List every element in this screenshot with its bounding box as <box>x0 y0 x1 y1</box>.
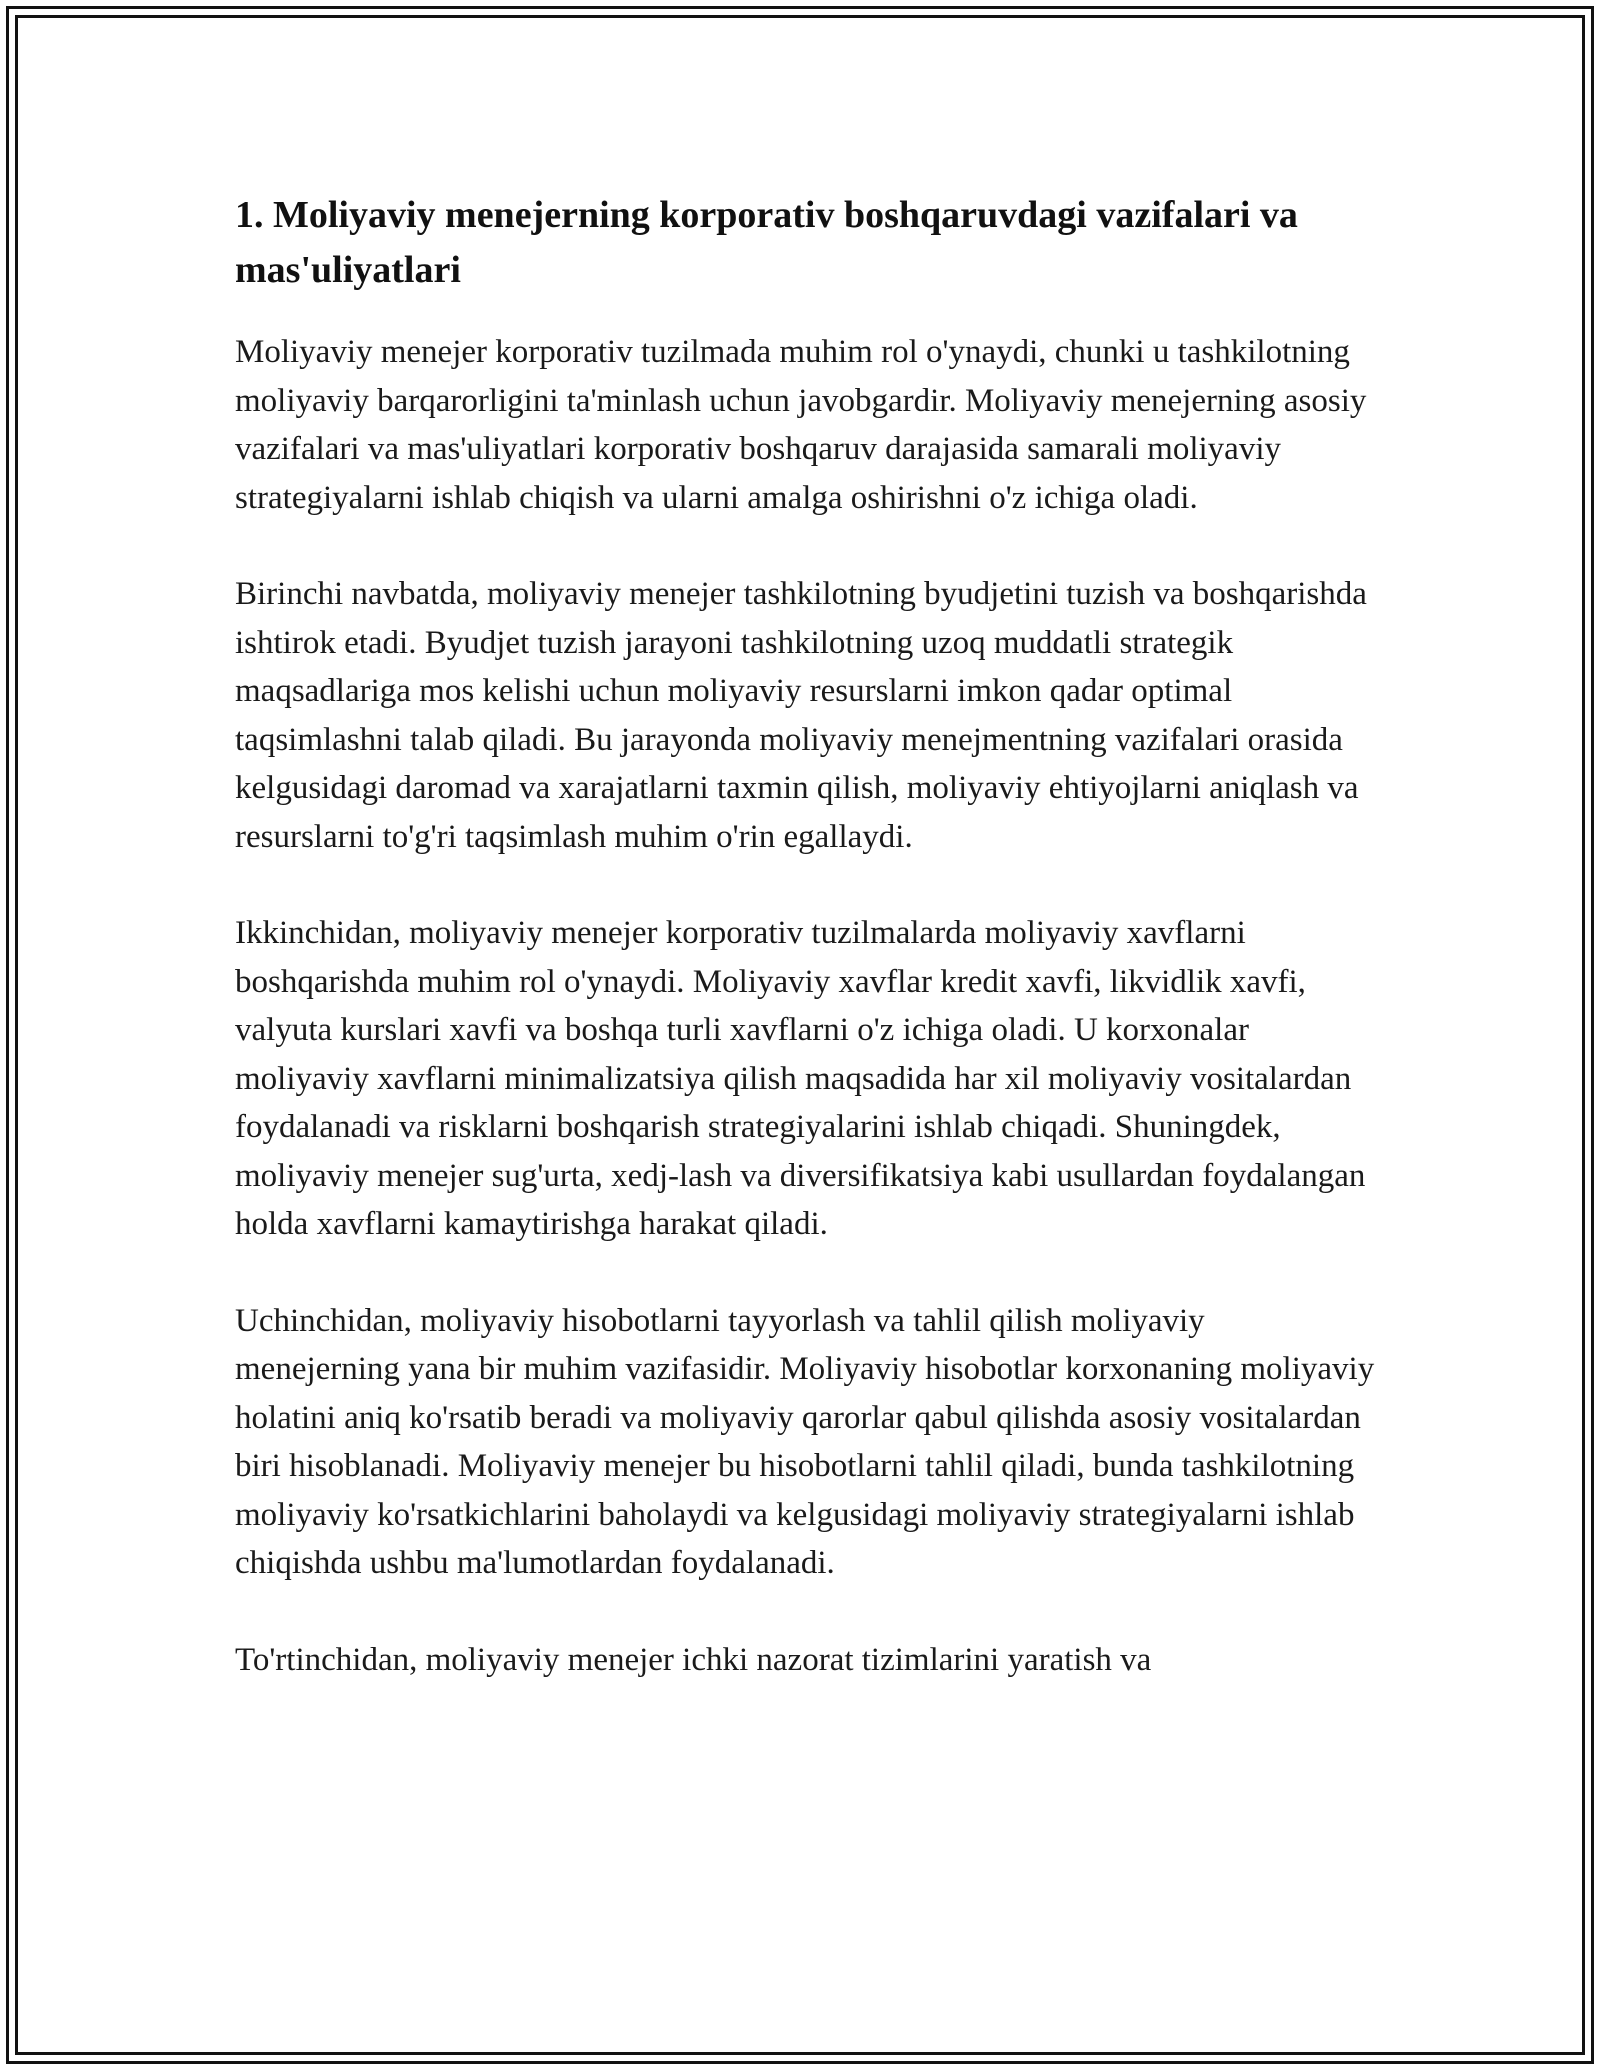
document-body <box>235 188 1375 1732</box>
paragraph-intro: Moliyaviy menejer korporativ tuzilmada muhim rol o'ynaydi, chunki u tashkilotning moliyaviy barqarorligini ta'minlash uchun javobgardir. Moliyaviy menejerning asosiy vazifalari va mas'uliyatlari korporativ boshqaruv darajasida samarali moliyaviy strategiyalarni ishlab chiqish va ularni amalga oshirishni o'z ichiga oladi. <box>235 334 1367 516</box>
paragraph-fourth-point: To'rtinchidan, moliyaviy menejer ichki nazorat tizimlarini yaratish va <box>235 1641 1152 1678</box>
paragraph-third-point: Uchinchidan, moliyaviy hisobotlarni tayyorlash va tahlil qilish moliyaviy menejerning yana bir muhim vazifasidir. Moliyaviy hisobotlar korxonaning moliyaviy holatini aniq ko'rsatib beradi va moliyaviy qarorlar qabul qilishda asosiy vositalardan biri hisoblanadi. Moliyaviy menejer bu hisobotlarni tahlil qiladi, bunda tashkilotning moliyaviy ko'rsatkichlarini baholaydi va kelgusidagi moliyaviy strategiyalarni ishlab chiqishda ushbu ma'lumotlardan foydalanadi. <box>235 1302 1375 1581</box>
paragraph-second-point: Ikkinchidan, moliyaviy menejer korporativ tuzilmalarda moliyaviy xavflarni boshqarishda muhim rol o'ynaydi. Moliyaviy xavflar kredit xavfi, likvidlik xavfi, valyuta kurslari xavfi va boshqa turli xavflarni o'z ichiga oladi. U korxonalar moliyaviy xavflarni minimalizatsiya qilish maqsadida har xil moliyaviy vositalardan foydalanadi va risklarni boshqarish strategiyalarini ishlab chiqadi. Shuningdek, moliyaviy menejer sug'urta, xedj-lash va diversifikatsiya kabi usullardan foydalangan holda xavflarni kamaytirishga harakat qiladi. <box>235 915 1366 1242</box>
section-heading: 1. Moliyaviy menejerning korporativ boshqaruvdagi vazifalari va mas'uliyatlari <box>235 194 1298 291</box>
paragraph-first-point: Birinchi navbatda, moliyaviy menejer tashkilotning byudjetini tuzish va boshqarishda ishtirok etadi. Byudjet tuzish jarayoni tashkilotning uzoq muddatli strategik maqsadlariga mos kelishi uchun moliyaviy resurslarni imkon qadar optimal taqsimlashni talab qiladi. Bu jarayonda moliyaviy menejmentning vazifalari orasida kelgusidagi daromad va xarajatlarni taxmin qilish, moliyaviy ehtiyojlarni aniqlash va resurslarni to'g'ri taqsimlash muhim o'rin egallaydi. <box>235 576 1367 855</box>
